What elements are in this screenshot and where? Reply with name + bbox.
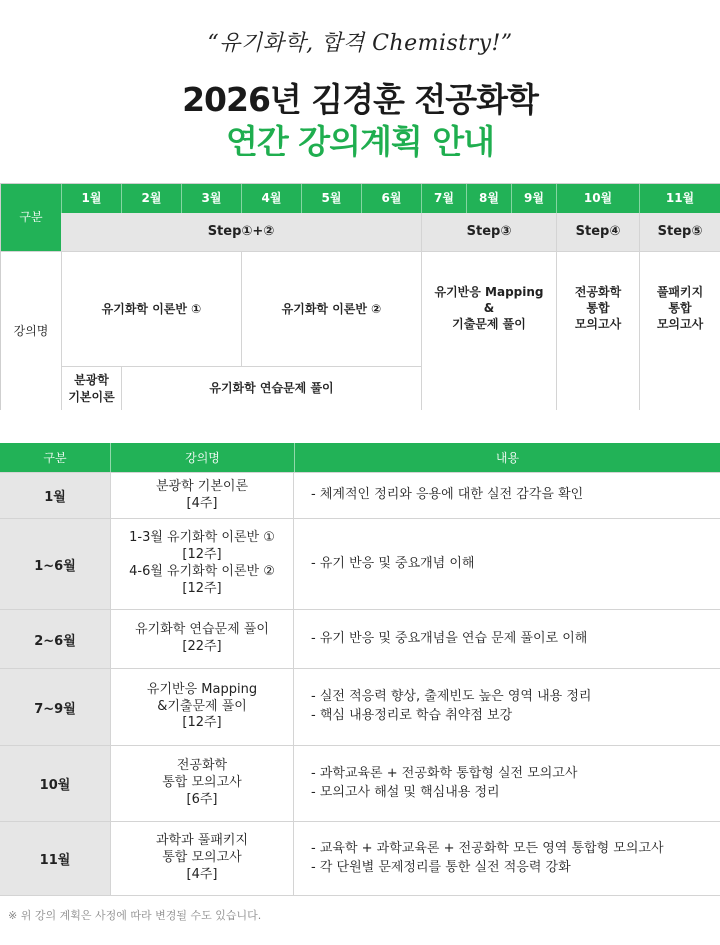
page-header [0, 0, 720, 180]
row-month: 10월 [0, 746, 110, 821]
lecture-mock-exam: 전공화학 통합 모의고사 [556, 251, 639, 410]
month-header: 6월 [361, 184, 421, 213]
month-header: 11월 [639, 184, 720, 213]
row-content: - 체계적인 정리와 응용에 대한 실전 감각을 확인 [311, 487, 584, 503]
month-header: 5월 [301, 184, 361, 213]
row-lecture: 1-3월 유기화학 이론반 ① [12주] 4-6월 유기화학 이론반 ② [12주] [110, 519, 294, 609]
row-lecture: 유기화학 연습문제 풀이 [22주] [110, 610, 294, 668]
row-lecture: 전공화학 통합 모의고사 [6주] [110, 746, 294, 821]
lecture-full-package: 풀패키지 통합 모의고사 [639, 251, 720, 410]
detail-header-lecture: 강의명 [110, 443, 294, 472]
table-row [0, 610, 720, 669]
row-month: 1~6월 [0, 519, 110, 609]
row-month: 1월 [0, 473, 110, 518]
page-title: 2026년 김경훈 전공화학 [182, 80, 538, 119]
row-content: - 과학교육론 + 전공화학 통합형 실전 모의고사 - 모의고사 해설 및 핵심내용 정리 [311, 765, 578, 800]
step-label: Step④ [556, 213, 639, 251]
month-header: 9월 [511, 184, 556, 213]
notice-text: ※ 위 강의 계획은 사정에 따라 변경될 수도 있습니다. [8, 909, 262, 922]
row-month: 7~9월 [0, 669, 110, 745]
row-month: 2~6월 [0, 610, 110, 668]
lecture-spectroscopy: 분광학 기본이론 [61, 366, 121, 410]
row-content: - 유기 반응 및 중요개념 이해 [311, 555, 475, 571]
schedule-lecture-label: 강의명 [1, 251, 61, 410]
row-content: - 교육학 + 과학교육론 + 전공화학 모든 영역 통합형 모의고사 - 각 단원별 문제정리를 통한 실전 적응력 강화 [311, 840, 664, 875]
month-header: 8월 [466, 184, 511, 213]
row-month: 11월 [0, 822, 110, 895]
table-row [0, 746, 720, 822]
step-label: Step③ [421, 213, 556, 251]
schedule-gubun-label: 구분 [1, 184, 61, 251]
table-row [0, 472, 720, 519]
month-header: 4월 [241, 184, 301, 213]
row-content: - 실전 적응력 향상, 출제빈도 높은 영역 내용 정리 - 핵심 내용정리로 학습 취약점 보강 [311, 689, 592, 723]
row-lecture: 분광학 기본이론 [4주] [110, 473, 294, 518]
month-header: 3월 [181, 184, 241, 213]
month-header: 2월 [121, 184, 181, 213]
lecture-theory-1: 유기화학 이론반 ① [61, 251, 241, 366]
step-label: Step①+② [61, 213, 421, 251]
step-label: Step⑤ [639, 213, 720, 251]
table-row [0, 519, 720, 610]
lecture-theory-2: 유기화학 이론반 ② [241, 251, 421, 366]
lecture-practice: 유기화학 연습문제 풀이 [121, 366, 421, 410]
row-lecture: 과학과 풀패키지 통합 모의고사 [4주] [110, 822, 294, 895]
row-content: - 유기 반응 및 중요개념을 연습 문제 풀이로 이해 [311, 630, 588, 646]
lecture-mapping: 유기반응 Mapping & 기출문제 풀이 [421, 251, 556, 410]
page-subtitle: 연간 강의계획 안내 [225, 122, 494, 161]
month-header: 1월 [61, 184, 121, 213]
month-header: 7월 [421, 184, 466, 213]
row-lecture: 유기반응 Mapping &기출문제 풀이 [12주] [110, 669, 294, 745]
table-row [0, 669, 720, 746]
slogan: “유기화학, 합격 Chemistry!” [207, 31, 513, 56]
month-header: 10월 [556, 184, 639, 213]
schedule-grid [0, 183, 720, 410]
detail-header-content: 내용 [294, 443, 720, 472]
detail-header-row [0, 443, 720, 472]
detail-header-gubun: 구분 [43, 451, 67, 465]
table-row [0, 822, 720, 896]
